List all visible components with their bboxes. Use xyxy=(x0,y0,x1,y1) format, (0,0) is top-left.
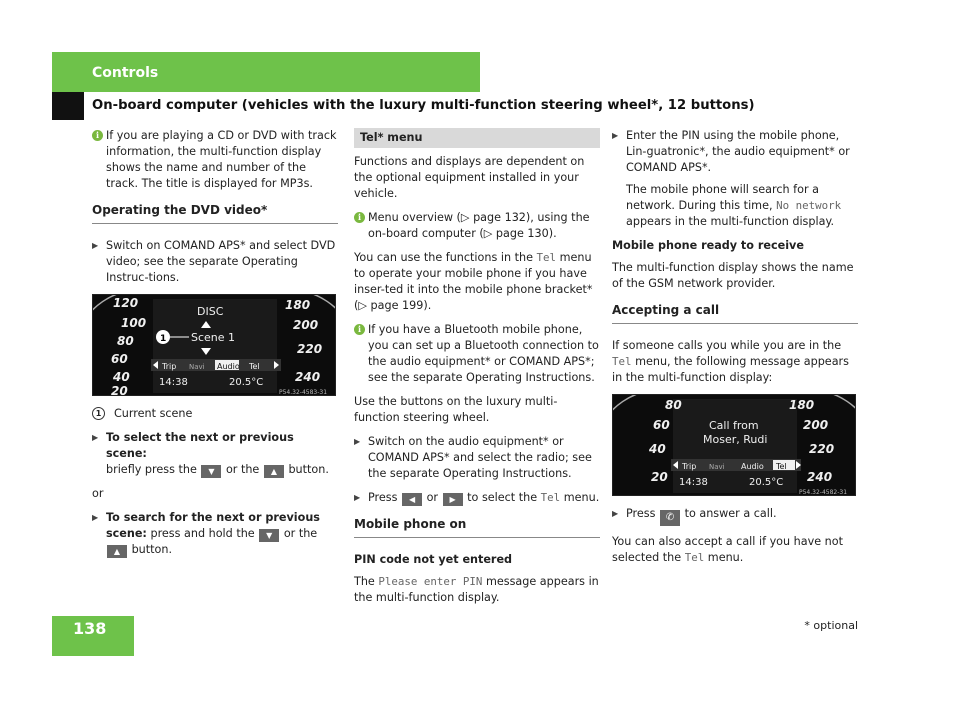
clock: 14:38 xyxy=(159,377,188,388)
page-number: 138 xyxy=(73,619,107,638)
callout-current-scene: 1 Current scene xyxy=(92,406,338,422)
network-search-note: The mobile phone will search for a network. During this time, No network appears in the multi-function display. xyxy=(626,183,842,228)
gauge-label: 20 xyxy=(651,470,668,484)
tel-menu-heading: Tel* menu xyxy=(354,128,600,148)
temperature: 20.5°C xyxy=(749,477,784,488)
column-2 xyxy=(354,128,600,614)
header-band xyxy=(52,52,480,92)
figure-dvd-display xyxy=(92,294,336,396)
step-search-scene: ▶ To search for the next or previous scene: press and hold the ▼ or the ▲ button. xyxy=(92,510,338,558)
gauge-label: 180 xyxy=(285,298,311,312)
phone-answer-icon: ✆ xyxy=(660,510,680,526)
section-heading-mobile-on: Mobile phone on xyxy=(354,516,600,538)
reference-arrow-icon: ▷ xyxy=(483,227,493,240)
paragraph: If someone calls you while you are in the Tel menu, the following message appears in the multi-function display: xyxy=(612,339,849,384)
menu-item: Navi xyxy=(709,463,725,471)
figure-code: P54.32-4583-31 xyxy=(279,389,328,396)
section-heading-dvd: Operating the DVD video* xyxy=(92,202,338,224)
figure-call-display xyxy=(612,394,856,496)
down-button-icon: ▼ xyxy=(259,529,279,542)
gauge-label: 80 xyxy=(665,398,682,412)
section-heading-accept: Accepting a call xyxy=(612,302,858,324)
gauge-label: 60 xyxy=(653,418,670,432)
temperature: 20.5°C xyxy=(229,377,264,388)
paragraph: Use the buttons on the luxury multi-function steering wheel. xyxy=(354,395,558,424)
dashboard-call-illustration xyxy=(613,395,856,496)
gauge-label: 240 xyxy=(807,470,833,484)
gauge-label: 200 xyxy=(803,418,829,432)
right-button-icon: ▶ xyxy=(443,493,463,506)
menu-item: Trip xyxy=(162,362,177,371)
gauge-label: 60 xyxy=(111,352,128,366)
up-button-icon: ▲ xyxy=(107,545,127,558)
gauge-label: 40 xyxy=(113,370,130,384)
paragraph: You can also accept a call if you have not selected the Tel menu. xyxy=(612,535,844,564)
paragraph: Functions and displays are dependent on the optional equipment installed in your vehicle. xyxy=(354,155,585,200)
page-number-box xyxy=(52,616,134,656)
gauge-label: 80 xyxy=(117,334,134,348)
gauge-label: 100 xyxy=(121,316,147,330)
subheading-pin: PIN code not yet entered xyxy=(354,553,513,566)
gauge-label: 180 xyxy=(789,398,815,412)
gauge-label: 20 xyxy=(111,384,128,396)
figure-code: P54.32-4582-31 xyxy=(799,489,848,496)
call-line-1: Call from xyxy=(709,419,759,432)
paragraph: The Please enter PIN message appears in the multi-function display. xyxy=(354,575,599,604)
or-text: or xyxy=(92,487,104,500)
menu-item: Trip xyxy=(682,462,697,471)
info-note: i Menu overview (▷ page 132), using the on-board computer (▷ page 130). xyxy=(354,210,600,242)
section-title: Controls xyxy=(92,65,159,81)
gauge-label: 220 xyxy=(809,442,835,456)
header-marker xyxy=(52,92,84,120)
info-icon: i xyxy=(92,130,103,141)
menu-item: Navi xyxy=(189,363,205,371)
info-icon: i xyxy=(354,324,365,335)
step-select-tel: ▶ Press ◀ or ▶ to select the Tel menu. xyxy=(354,490,600,506)
gauge-label: 120 xyxy=(113,296,139,310)
menu-item: Tel xyxy=(249,362,260,371)
page-subtitle: On-board computer (vehicles with the luxury multi-function steering wheel*, 12 buttons) xyxy=(92,98,755,113)
footnote: * optional xyxy=(804,619,858,632)
gauge-label: 240 xyxy=(295,370,321,384)
callout-label: 1 xyxy=(160,334,167,344)
reference-arrow-icon: ▷ xyxy=(358,299,367,312)
paragraph: You can use the functions in the Tel menu to operate your mobile phone if you have inser-ted it into the mobile phone bracket* (▷ page 199). xyxy=(354,251,593,312)
info-note: i If you are playing a CD or DVD with track information, the multi-function display shows the name and number of the track. The title is displayed for MP3s. xyxy=(92,128,338,192)
step-switch-audio: ▶ Switch on the audio equipment* or COMAND APS* and select the radio; see the separate Operating Instructions. xyxy=(354,434,600,482)
dvd-title: DISC xyxy=(197,305,224,318)
menu-item-selected: Audio xyxy=(217,362,240,371)
column-3 xyxy=(612,128,858,574)
info-icon: i xyxy=(354,212,365,223)
menu-item: Audio xyxy=(741,462,764,471)
left-button-icon: ◀ xyxy=(402,493,422,506)
step-select-scene: ▶ To select the next or previous scene: briefly press the ▼ or the ▲ button. xyxy=(92,430,338,478)
down-button-icon: ▼ xyxy=(201,465,221,478)
step-enter-pin: ▶ Enter the PIN using the mobile phone, Lin-guatronic*, the audio equipment* or COMAND APS*. The mobile phone will search for a network. During this time, No network appears in the multi-function display. xyxy=(612,128,858,230)
callout-number: 1 xyxy=(92,407,105,420)
step-answer-call: ▶ Press ✆ to answer a call. xyxy=(612,506,858,526)
step-switch-dvd: ▶ Switch on COMAND APS* and select DVD video; see the separate Operating Instruc-tions. xyxy=(92,238,338,286)
reference-arrow-icon: ▷ xyxy=(460,211,470,224)
paragraph: The multi-function display shows the name of the GSM network provider. xyxy=(612,261,854,290)
up-button-icon: ▲ xyxy=(264,465,284,478)
gauge-label: 220 xyxy=(297,342,323,356)
scene-label: Scene 1 xyxy=(191,331,236,344)
dashboard-dvd-illustration xyxy=(93,295,336,396)
call-line-2: Moser, Rudi xyxy=(703,433,768,446)
gauge-label: 200 xyxy=(293,318,319,332)
clock: 14:38 xyxy=(679,477,708,488)
subheading-ready: Mobile phone ready to receive xyxy=(612,239,804,252)
column-1 xyxy=(92,128,338,566)
info-note: i If you have a Bluetooth mobile phone, you can set up a Bluetooth connection to the audio equipment* or COMAND APS*; see the separate Operating Instructions. xyxy=(354,322,600,386)
menu-item-selected: Tel xyxy=(776,462,787,471)
gauge-label: 40 xyxy=(649,442,666,456)
